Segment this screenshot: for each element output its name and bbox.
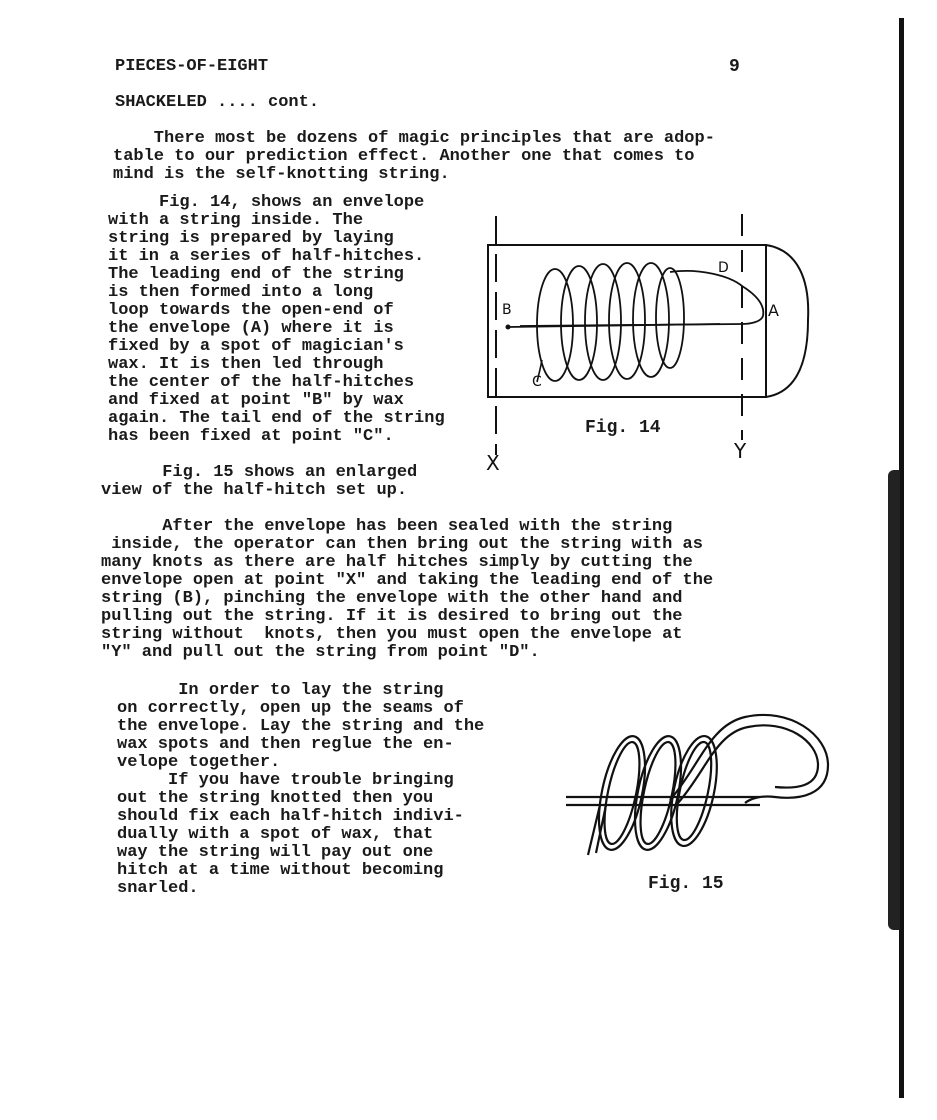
text-line: If you have trouble bringing: [117, 771, 454, 790]
text-line: the envelope. Lay the string and the: [117, 717, 485, 736]
text-line: many knots as there are half hitches simply by cutting the: [101, 553, 693, 572]
text-line: the center of the half-hitches: [108, 373, 415, 392]
text-line: loop towards the open-end of: [108, 301, 394, 320]
text-line: "Y" and pull out the string from point "D".: [101, 643, 540, 662]
text-line: again. The tail end of the string: [108, 409, 445, 428]
text-line: fixed by a spot of magician's: [108, 337, 404, 356]
label-a: A: [768, 301, 779, 320]
text-line: pulling out the string. If it is desired to bring out the: [101, 607, 683, 626]
label-x: X: [486, 451, 500, 475]
text-line: table to our prediction effect. Another one that comes to: [113, 147, 695, 166]
text-line: with a string inside. The: [108, 211, 364, 230]
text-line: Fig. 14, shows an envelope: [108, 193, 425, 212]
section-heading: SHACKELED .... cont.: [115, 93, 320, 112]
text-line: hitch at a time without becoming: [117, 861, 444, 880]
text-line: out the string knotted then you: [117, 789, 434, 808]
label-d: D: [718, 260, 729, 276]
page-number: 9: [729, 57, 740, 77]
text-line: envelope open at point "X" and taking the leading end of the: [101, 571, 714, 590]
text-line: the envelope (A) where it is: [108, 319, 394, 338]
text-line: on correctly, open up the seams of: [117, 699, 464, 718]
text-line: dually with a spot of wax, that: [117, 825, 434, 844]
wax-spot-b: [506, 325, 511, 330]
text-line: There most be dozens of magic principles that are adop-: [113, 129, 715, 148]
text-line: The leading end of the string: [108, 265, 404, 284]
label-c: C: [532, 374, 542, 390]
page-edge-binding: [888, 470, 900, 930]
figure-15-caption: Fig. 15: [648, 874, 724, 894]
text-line: mind is the self-knotting string.: [113, 165, 450, 184]
text-line: velope together.: [117, 753, 281, 772]
text-line: is then formed into a long: [108, 283, 374, 302]
text-line: inside, the operator can then bring out the string with as: [101, 535, 703, 554]
text-line: string without knots, then you must open the envelope at: [101, 625, 683, 644]
text-line: Fig. 15 shows an enlarged: [101, 463, 418, 482]
long-loop-outer: [670, 715, 828, 803]
half-hitch-loops: [537, 263, 684, 381]
text-line: view of the half-hitch set up.: [101, 481, 408, 500]
text-line: has been fixed at point "C".: [108, 427, 394, 446]
running-title: PIECES-OF-EIGHT: [115, 57, 269, 76]
figure-15-diagram: [560, 705, 840, 865]
text-line: wax. It is then led through: [108, 355, 384, 374]
text-line: it in a series of half-hitches.: [108, 247, 425, 266]
text-line: In order to lay the string: [117, 681, 444, 700]
text-line: After the envelope has been sealed with the string: [101, 517, 673, 536]
text-line: string is prepared by laying: [108, 229, 394, 248]
text-line: and fixed at point "B" by wax: [108, 391, 404, 410]
envelope-flap: [766, 245, 808, 397]
text-line: way the string will pay out one: [117, 843, 434, 862]
label-y: Y: [734, 439, 747, 463]
figure-14-caption: Fig. 14: [585, 418, 661, 438]
text-line: wax spots and then reglue the en-: [117, 735, 454, 754]
label-b: B: [502, 302, 512, 318]
figure-14-diagram: [480, 210, 830, 480]
leading-string-loop: [520, 271, 763, 326]
text-line: should fix each half-hitch indivi-: [117, 807, 464, 826]
text-line: string (B), pinching the envelope with the other hand and: [101, 589, 683, 608]
text-line: snarled.: [117, 879, 199, 898]
